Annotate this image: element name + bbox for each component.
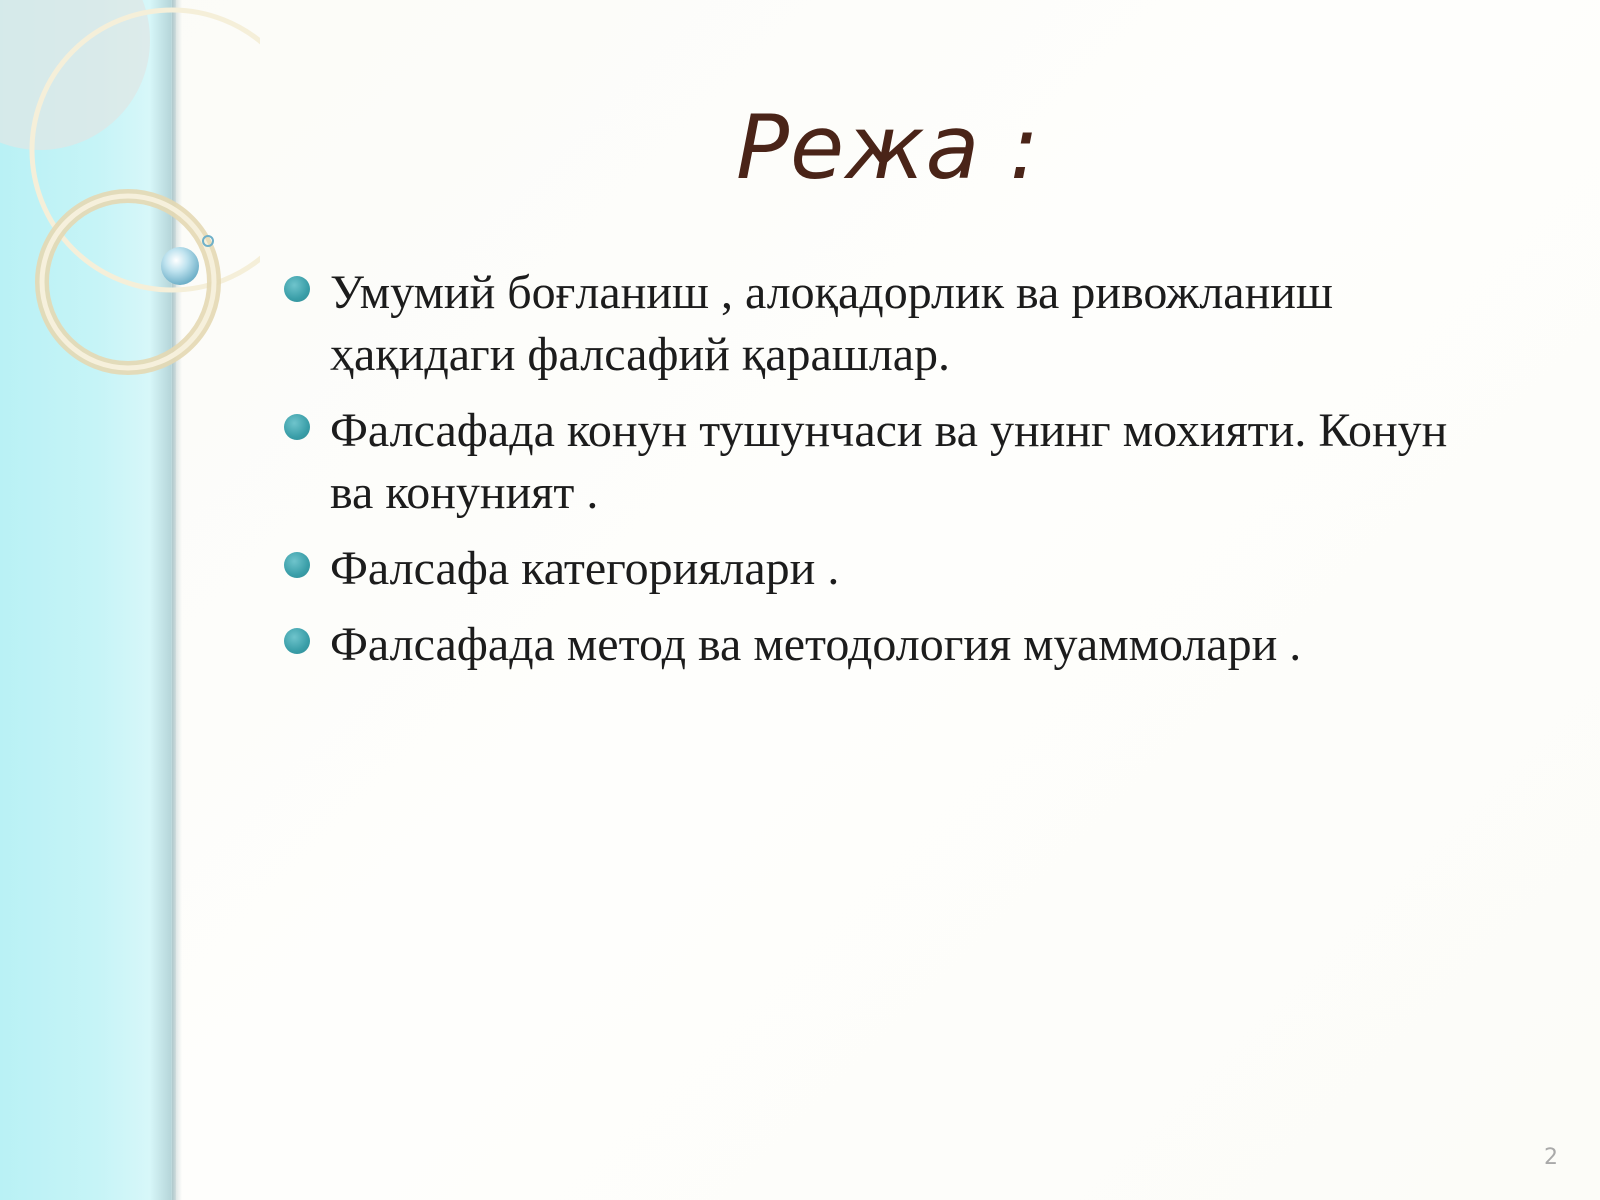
bullet-dot-icon [284, 276, 310, 302]
bullet-item [284, 538, 1464, 600]
bullet-text: Фалсафада конун тушунчаси ва унинг мохияти. Конун ва конуният . [330, 404, 1448, 519]
bullet-dot-icon [284, 628, 310, 654]
bullet-dot-icon [284, 552, 310, 578]
bullet-item [284, 262, 1464, 386]
pale-disc-shape [0, 0, 150, 150]
slide-number: 2 [1544, 1145, 1558, 1170]
bullet-text: Фалсафа категориялари . [330, 542, 840, 595]
slide-title: Режа : [735, 96, 1041, 199]
bullet-item [284, 400, 1464, 524]
rings-decoration [0, 0, 260, 420]
bullet-text: Умумий боғланиш , алоқадорлик ва ривожланиш ҳақидаги фалсафий қарашлар. [330, 266, 1333, 381]
bullet-list [284, 262, 1464, 690]
pearl-shape [161, 247, 199, 285]
bullet-text: Фалсафада метод ва методология муаммолари . [330, 618, 1302, 671]
bullet-dot-icon [284, 414, 310, 440]
bullet-item [284, 614, 1464, 676]
